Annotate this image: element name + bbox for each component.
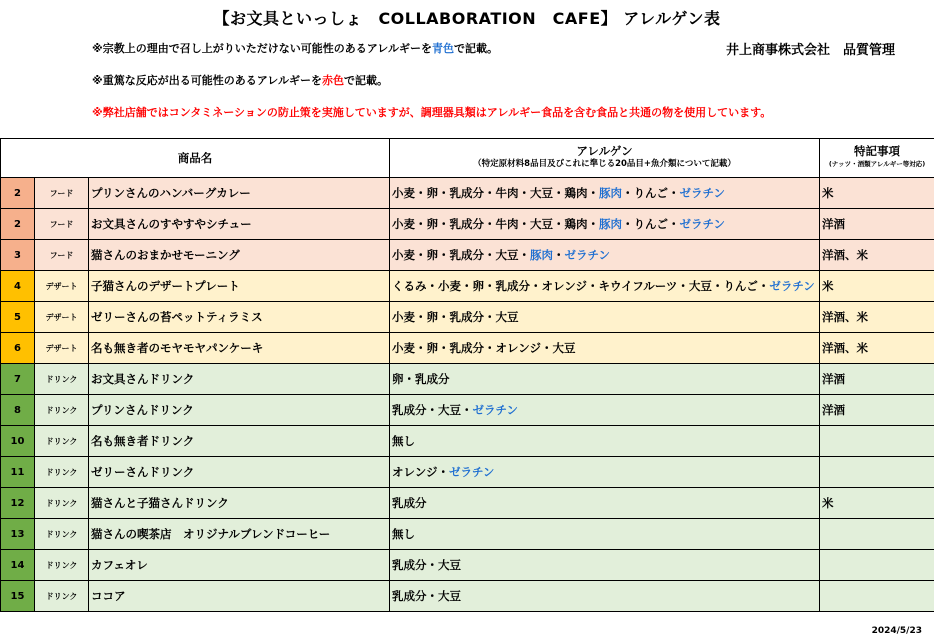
allergens-religious-2: ゼラチン: [769, 279, 815, 293]
allergens-religious: 豚肉: [530, 248, 554, 262]
allergens-text: オレンジ・: [392, 465, 449, 479]
header-special-label: 特記事項: [854, 144, 901, 158]
header-allergen: [390, 139, 820, 178]
table-row: [1, 488, 934, 519]
row-special-notes: 米: [820, 488, 934, 519]
row-category: デザート: [35, 302, 89, 333]
note-severe-text: ※重篤な反応が出る可能性のあるアレルギーを: [92, 74, 322, 87]
row-special-notes: 洋酒、米: [820, 302, 934, 333]
row-allergens: [390, 178, 820, 209]
allergens-religious: 豚肉: [599, 217, 623, 231]
allergens-text: 乳成分: [392, 496, 427, 510]
row-special-notes: 洋酒、米: [820, 333, 934, 364]
allergens-text: 小麦・卵・乳成分・牛肉・大豆・鶏肉・: [392, 186, 600, 200]
table-row: [1, 457, 934, 488]
row-category: ドリンク: [35, 395, 89, 426]
row-special-notes: [820, 519, 934, 550]
table-row: [1, 302, 934, 333]
table-row: [1, 395, 934, 426]
row-allergens: [390, 271, 820, 302]
document-date: 2024/5/23: [871, 626, 922, 636]
row-number: 14: [1, 550, 35, 581]
row-number: 8: [1, 395, 35, 426]
row-product-name: ゼリーさんドリンク: [89, 457, 390, 488]
header-allergen-sub: （特定原材料8品目及びこれに準じる20品目+魚介類について記載）: [473, 159, 736, 169]
allergens-text: 小麦・卵・乳成分・大豆・: [392, 248, 531, 262]
allergens-text: 小麦・卵・乳成分・大豆: [392, 310, 519, 324]
row-allergens: [390, 395, 820, 426]
row-category: フード: [35, 240, 89, 271]
row-special-notes: [820, 581, 934, 612]
row-product-name: プリンさんのハンバーグカレー: [89, 178, 390, 209]
row-allergens: [390, 581, 820, 612]
table-row: [1, 209, 934, 240]
row-product-name: ゼリーさんの苔ペットティラミス: [89, 302, 390, 333]
page-title: 【お文具といっしょ COLLABORATION CAFE】 アレルゲン表: [213, 9, 721, 28]
row-category: ドリンク: [35, 488, 89, 519]
row-category: フード: [35, 209, 89, 240]
table-row: [1, 240, 934, 271]
allergens-religious-2: ゼラチン: [448, 465, 495, 479]
row-special-notes: 米: [820, 271, 934, 302]
note-severe-suffix: で記載。: [343, 74, 388, 87]
allergens-text: 乳成分・大豆・: [392, 403, 473, 417]
row-number: 7: [1, 364, 35, 395]
allergen-table: [0, 138, 934, 612]
allergens-religious-2: ゼラチン: [679, 217, 725, 231]
row-category: ドリンク: [35, 550, 89, 581]
allergens-text: 卵・乳成分: [392, 372, 450, 386]
row-product-name: 猫さんと子猫さんドリンク: [89, 488, 390, 519]
row-category: デザート: [35, 271, 89, 302]
row-product-name: お文具さんのすやすやシチュー: [89, 209, 390, 240]
row-category: ドリンク: [35, 581, 89, 612]
allergens-text: 無し: [392, 527, 416, 541]
row-allergens: [390, 550, 820, 581]
row-allergens: [390, 240, 820, 271]
row-category: ドリンク: [35, 519, 89, 550]
allergens-religious-2: ゼラチン: [679, 186, 725, 200]
table-row: [1, 519, 934, 550]
header-special-sub: (ナッツ・酒類アレルギー等対応): [828, 160, 926, 168]
row-number: 4: [1, 271, 35, 302]
row-category: ドリンク: [35, 426, 89, 457]
row-number: 10: [1, 426, 35, 457]
allergens-text: 小麦・卵・乳成分・牛肉・大豆・鶏肉・: [392, 217, 600, 231]
allergens-text: 小麦・卵・乳成分・オレンジ・大豆: [392, 341, 576, 355]
header-product: 商品名: [1, 139, 390, 178]
row-category: デザート: [35, 333, 89, 364]
row-allergens: [390, 302, 820, 333]
row-product-name: ココア: [89, 581, 390, 612]
row-category: ドリンク: [35, 457, 89, 488]
row-product-name: 名も無き者のモヤモヤパンケーキ: [89, 333, 390, 364]
note-religious: [92, 40, 498, 56]
row-number: 12: [1, 488, 35, 519]
row-category: フード: [35, 178, 89, 209]
allergens-text-2: ・りんご・: [622, 217, 680, 231]
row-number: 5: [1, 302, 35, 333]
row-special-notes: [820, 550, 934, 581]
allergens-text-2: ・りんご・: [622, 186, 680, 200]
note-religious-highlight: 青色: [431, 42, 454, 55]
allergens-text: くるみ・小麦・卵・乳成分・オレンジ・キウイフルーツ・大豆・りんご・: [392, 279, 770, 293]
row-product-name: お文具さんドリンク: [89, 364, 390, 395]
row-number: 2: [1, 209, 35, 240]
row-special-notes: [820, 426, 934, 457]
row-allergens: [390, 364, 820, 395]
table-row: [1, 364, 934, 395]
row-special-notes: 洋酒: [820, 395, 934, 426]
row-allergens: [390, 519, 820, 550]
note-severe: [92, 72, 388, 88]
note-severe-highlight: 赤色: [321, 74, 344, 87]
allergens-text-2: ・: [553, 248, 565, 262]
row-number: 6: [1, 333, 35, 364]
row-number: 3: [1, 240, 35, 271]
row-product-name: 子猫さんのデザートプレート: [89, 271, 390, 302]
note-religious-suffix: で記載。: [453, 42, 498, 55]
allergens-religious-2: ゼラチン: [564, 248, 610, 262]
row-allergens: [390, 457, 820, 488]
row-special-notes: 洋酒、米: [820, 240, 934, 271]
row-number: 13: [1, 519, 35, 550]
row-special-notes: 米: [820, 178, 934, 209]
table-row: [1, 333, 934, 364]
row-allergens: [390, 426, 820, 457]
header-allergen-label: アレルゲン: [576, 144, 633, 158]
allergens-religious: 豚肉: [599, 186, 623, 200]
row-special-notes: 洋酒: [820, 209, 934, 240]
row-number: 15: [1, 581, 35, 612]
table-row: [1, 550, 934, 581]
row-category: ドリンク: [35, 364, 89, 395]
row-product-name: 猫さんのおまかせモーニング: [89, 240, 390, 271]
company-name: 井上商事株式会社 品質管理: [726, 43, 896, 58]
row-allergens: [390, 333, 820, 364]
row-product-name: カフェオレ: [89, 550, 390, 581]
row-product-name: 名も無き者ドリンク: [89, 426, 390, 457]
table-row: [1, 178, 934, 209]
note-religious-text: ※宗教上の理由で召し上がりいただけない可能性のあるアレルギーを: [92, 42, 432, 55]
header-special: [820, 139, 934, 178]
table-header-row: [1, 139, 934, 178]
allergens-text: 乳成分・大豆: [392, 558, 462, 572]
allergens-text: 乳成分・大豆: [392, 589, 462, 603]
table-row: [1, 581, 934, 612]
note-contamination: ※弊社店舗ではコンタミネーションの防止策を実施していますが、調理器具類はアレルギー食品を含む食品と共通の物を使用しています。: [92, 106, 772, 119]
row-product-name: プリンさんドリンク: [89, 395, 390, 426]
table-row: [1, 271, 934, 302]
row-allergens: [390, 209, 820, 240]
row-number: 2: [1, 178, 35, 209]
row-number: 11: [1, 457, 35, 488]
row-product-name: 猫さんの喫茶店 オリジナルブレンドコーヒー: [89, 519, 390, 550]
row-allergens: [390, 488, 820, 519]
allergens-religious-2: ゼラチン: [472, 403, 518, 417]
row-special-notes: [820, 457, 934, 488]
table-row: [1, 426, 934, 457]
row-special-notes: 洋酒: [820, 364, 934, 395]
allergens-text: 無し: [392, 434, 416, 448]
